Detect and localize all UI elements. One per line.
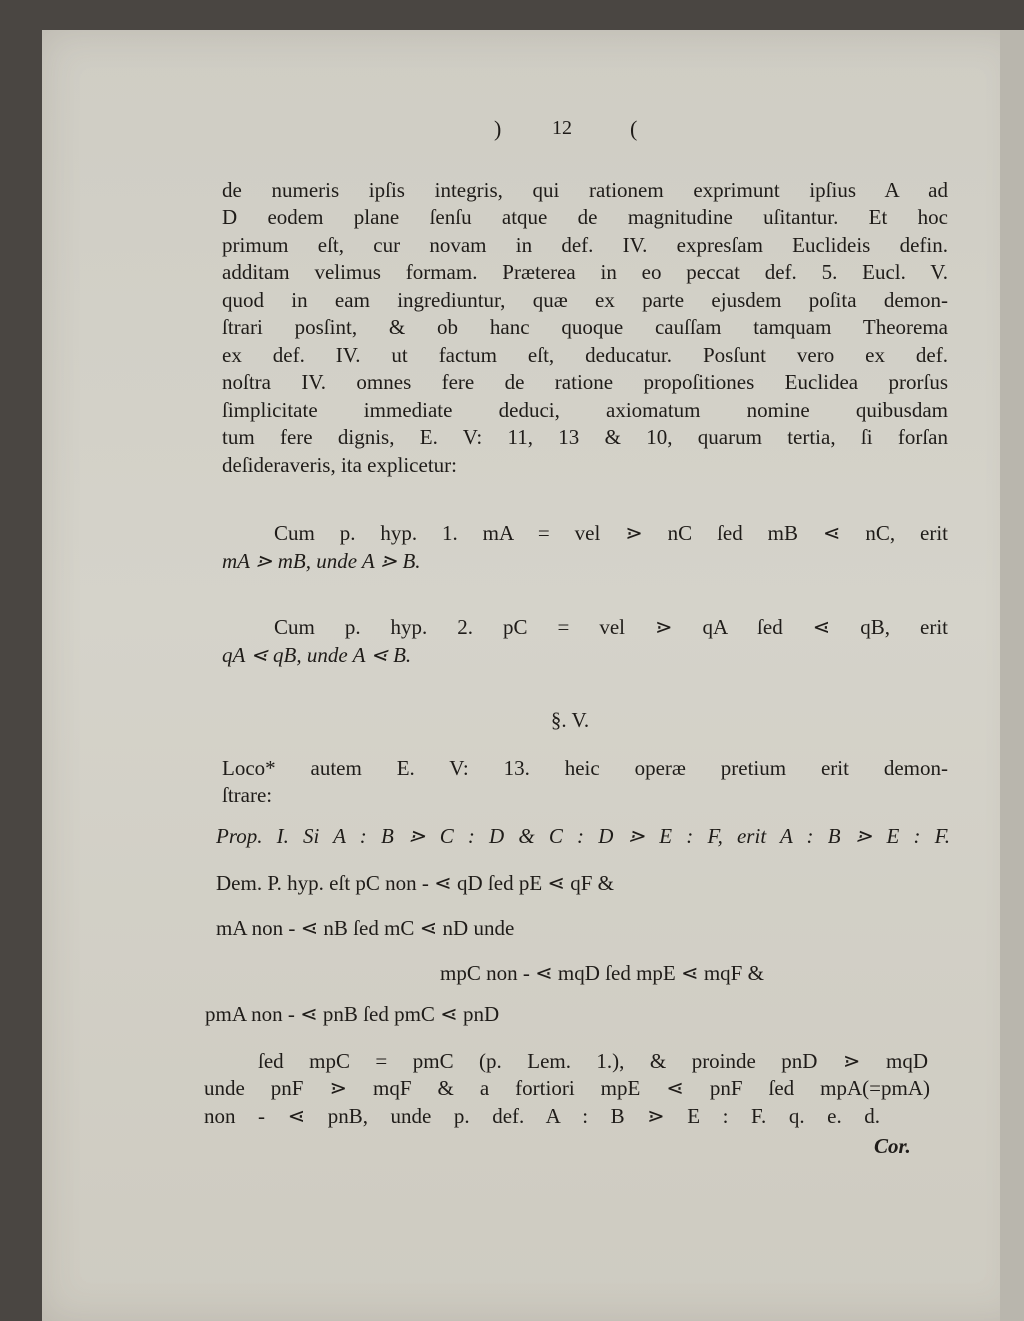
- formula-line: qA ⋖ qB, unde A ⋖ B.: [222, 643, 412, 667]
- proposition-line: Prop. I. Si A : B ⋗ C : D & C : D ⋗ E : F, erit A : B ⋗ E : F.: [216, 824, 950, 848]
- text-line: ſimplicitate immediate deduci, axiomatum nomine quibusdam: [222, 398, 948, 422]
- text-line: D eodem plane ſenſu atque de magnitudine uſitantur. Et hoc: [222, 205, 948, 229]
- text-line: primum eſt, cur novam in def. IV. expresſam Euclideis defin.: [222, 233, 948, 257]
- text-line: deſideraveris, ita explicetur:: [222, 453, 457, 477]
- proof-line: non - ⋖ pnB, unde p. def. A : B ⋗ E : F. q. e. d.: [204, 1104, 880, 1128]
- formula-line: mA ⋗ mB, unde A ⋗ B.: [222, 549, 421, 573]
- text-line: tum fere dignis, E. V: 11, 13 & 10, quarum tertia, ſi forſan: [222, 425, 948, 449]
- proof-line: ſed mpC = pmC (p. Lem. 1.), & proinde pnD ⋗ mqD: [258, 1049, 928, 1073]
- text-line: additam velimus formam. Præterea in eo peccat def. 5. Eucl. V.: [222, 260, 948, 284]
- formula-line: Cum p. hyp. 2. pC = vel ⋗ qA ſed ⋖ qB, erit: [274, 615, 948, 639]
- catchword: Cor.: [874, 1134, 911, 1158]
- text-line: de numeris ipſis integris, qui rationem exprimunt ipſius A ad: [222, 178, 948, 202]
- page-edge: [1000, 30, 1024, 1321]
- text-line: ſtrare:: [222, 783, 273, 807]
- text-line: noſtra IV. omnes fere de ratione propoſitiones Euclidea prorſus: [222, 370, 948, 394]
- text-line: ex def. IV. ut factum eſt, deducatur. Posſunt vero ex def.: [222, 343, 948, 367]
- proof-line: mpC non - ⋖ mqD ſed mpE ⋖ mqF &: [440, 961, 764, 985]
- page-number: 12: [552, 117, 572, 139]
- text-line: Loco* autem E. V: 13. heic operæ pretium erit demon-: [222, 756, 948, 780]
- text-line: quod in eam ingrediuntur, quæ ex parte ejusdem poſita demon-: [222, 288, 948, 312]
- proof-line: pmA non - ⋖ pnB ſed pmC ⋖ pnD: [205, 1002, 500, 1026]
- header-right-paren: (: [630, 116, 638, 141]
- section-heading: §. V.: [550, 708, 590, 732]
- proof-line: unde pnF ⋗ mqF & a fortiori mpE ⋖ pnF ſed mpA(=pmA): [204, 1076, 930, 1100]
- proof-line: Dem. P. hyp. eſt pC non - ⋖ qD ſed pE ⋖ qF &: [216, 871, 615, 895]
- formula-line: Cum p. hyp. 1. mA = vel ⋗ nC ſed mB ⋖ nC, erit: [274, 521, 948, 545]
- header-left-paren: ): [494, 116, 502, 141]
- proof-line: mA non - ⋖ nB ſed mC ⋖ nD unde: [216, 916, 515, 940]
- text-line: ſtrari posſint, & ob hanc quoque cauſſam tamquam Theorema: [222, 315, 948, 339]
